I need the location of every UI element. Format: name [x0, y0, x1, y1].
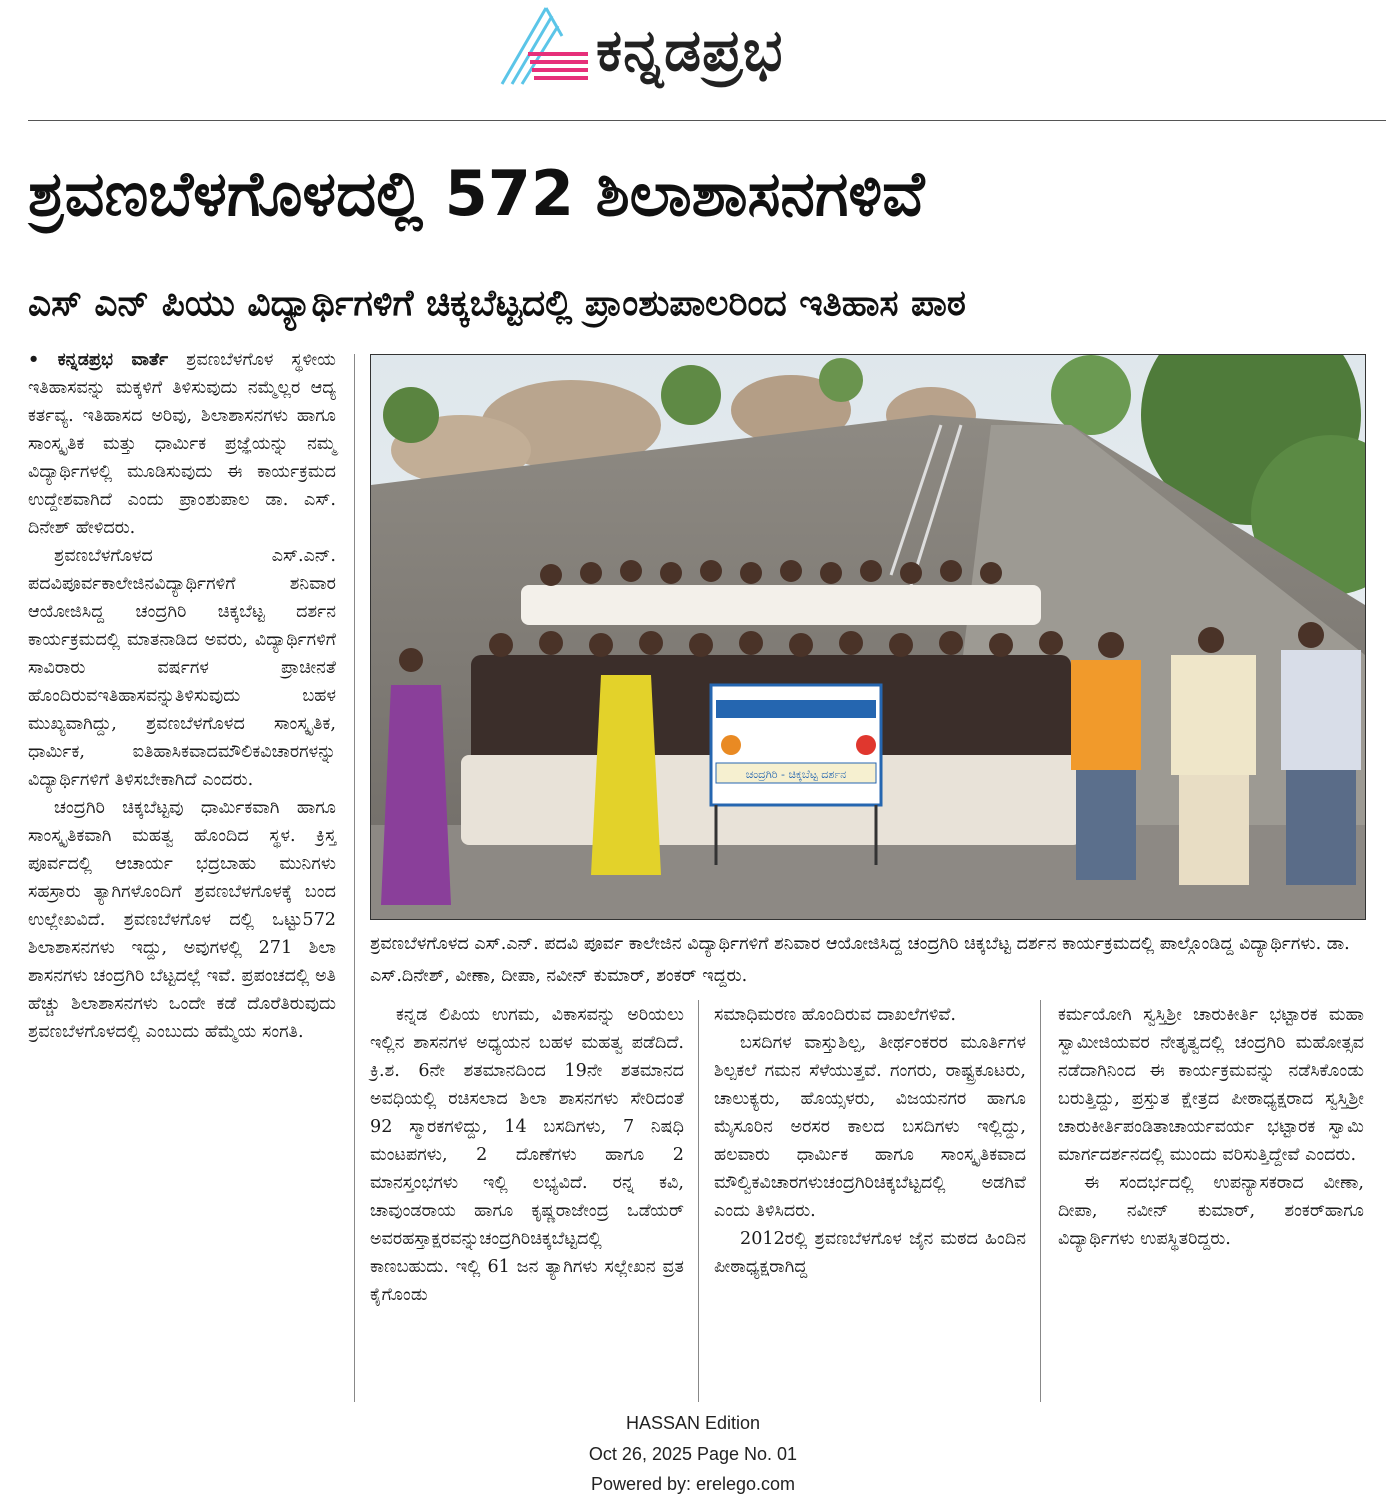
column-rule	[354, 354, 355, 1402]
col1-paragraph-1: ಶ್ರವಣಬೆಳಗೊಳ ಸ್ಥಳೀಯ ಇತಿಹಾಸವನ್ನು ಮಕ್ಕಳಿಗೆ ತಿಳಿಸುವುದು ನಮ್ಮೆಲ್ಲರ ಆದ್ಯ ಕರ್ತವ್ಯ. ಇತಿಹಾಸದ ಅರಿವು, ಶಿಲಾಶಾಸನಗಳು ಹಾಗೂ ಸಾಂಸ್ಕೃತಿಕ ಮತ್ತು ಧಾರ್ಮಿಕ ಪ್ರಜ್ಞೆಯನ್ನು ನಮ್ಮ ವಿದ್ಯಾರ್ಥಿಗಳಲ್ಲಿ ಮೂಡಿಸುವುದು ಈ ಕಾರ್ಯಕ್ರಮದ ಉದ್ದೇಶವಾಗಿದೆ ಎಂದು ಪ್ರಾಂಶುಪಾಲ ಡಾ. ಎಸ್. ದಿನೇಶ್ ಹೇಳಿದರು.	[28, 350, 337, 538]
article-subheadline: ಎಸ್ ಎನ್ ಪಿಯು ವಿದ್ಯಾರ್ಥಿಗಳಿಗೆ ಚಿಕ್ಕಬೆಟ್ಟದಲ್ಲಿ ಪ್ರಾಂಶುಪಾಲರಿಂದ ಇತಿಹಾಸ ಪಾಠ	[28, 283, 966, 324]
article-photo	[370, 354, 1366, 920]
article-column-3	[714, 1001, 1026, 1281]
col3-paragraph-1: ಸಮಾಧಿಮರಣ ಹೊಂದಿರುವ ದಾಖಲೆಗಳಿವೆ.	[714, 1005, 957, 1025]
col3-paragraph-2: ಬಸದಿಗಳ ವಾಸ್ತುಶಿಲ್ಪ, ತೀರ್ಥಂಕರರ ಮೂರ್ತಿಗಳ ಶಿಲ್ಪಕಲೆ ಗಮನ ಸೆಳೆಯುತ್ತವೆ. ಗಂಗರು, ರಾಷ್ಟ್ರಕೂಟರು, ಚಾಲುಕ್ಯರು, ಹೊಯ್ಸಳರು, ವಿಜಯನಗರ ಹಾಗೂ ಮೈಸೂರಿನ ಅರಸರ ಕಾಲದ ಬಸದಿಗಳು ಇಲ್ಲಿದ್ದು, ಹಲವಾರು ಧಾರ್ಮಿಕ ಹಾಗೂ ಸಾಂಸ್ಕೃತಿಕವಾದ ಮೌಲ್ವಿಕವಿಚಾರಗಳುಚಂದ್ರಗಿರಿಚಿಕ್ಕಬೆಟ್ಟದಲ್ಲಿ ಅಡಗಿವೆ ಎಂದು ತಿಳಿಸಿದರು.	[714, 1033, 1026, 1221]
col1-paragraph-3: ಚಂದ್ರಗಿರಿ ಚಿಕ್ಕಬೆಟ್ಟವು ಧಾರ್ಮಿಕವಾಗಿ ಹಾಗೂ ಸಾಂಸ್ಕೃತಿಕವಾಗಿ ಮಹತ್ವ ಹೊಂದಿದ ಸ್ಥಳ. ಕ್ರಿಸ್ತ ಪೂರ್ವದಲ್ಲಿ ಆಚಾರ್ಯ ಭದ್ರಬಾಹು ಮುನಿಗಳು ಸಹಸ್ರಾರು ತ್ಯಾಗಿಗಳೊಂದಿಗೆ ಶ್ರವಣಬೆಳಗೊಳಕ್ಕೆ ಬಂದ ಉಲ್ಲೇಖವಿದೆ. ಶ್ರವಣಬೆಳಗೊಳ ದಲ್ಲಿ ಒಟ್ಟು572 ಶಿಲಾಶಾಸನಗಳು ಇದ್ದು, ಅವುಗಳಲ್ಲಿ 271 ಶಿಲಾ ಶಾಸನಗಳು ಚಂದ್ರಗಿರಿ ಬೆಟ್ಟದಲ್ಲೆ ಇವೆ. ಪ್ರಪಂಚದಲ್ಲಿ ಅತಿ ಹೆಚ್ಚು ಶಿಲಾಶಾಸನಗಳು ಒಂದೇ ಕಡೆ ದೊರೆತಿರುವುದು ಶ್ರವಣಬೆಳಗೊಳದಲ್ಲಿ ಎಂಬುದು ಹೆಮ್ಮೆಯ ಸಂಗತಿ.	[28, 798, 336, 1042]
article-headline: ಶ್ರವಣಬೆಳಗೊಳದಲ್ಲಿ 572 ಶಿಲಾಶಾಸನಗಳಿವೆ	[28, 157, 925, 230]
footer-edition: HASSAN Edition	[625, 1413, 761, 1433]
photo-caption: ಶ್ರವಣಬೆಳಗೊಳದ ಎಸ್.ಎನ್. ಪದವಿ ಪೂರ್ವ ಕಾಲೇಜಿನ ವಿದ್ಯಾರ್ಥಿಗಳಿಗೆ ಶನಿವಾರ ಆಯೋಜಿಸಿದ್ದ ಚಂದ್ರಗಿರಿ ಚಿಕ್ಕಬೆಟ್ಟ ದರ್ಶನ ಕಾರ್ಯಕ್ರಮದಲ್ಲಿ ಪಾಲ್ಗೊಂಡಿದ್ದ ವಿದ್ಯಾರ್ಥಿಗಳು. ಡಾ. ಎಸ್.ದಿನೇಶ್, ವೀಣಾ, ದೀಪಾ, ನವೀನ್ ಕುಮಾರ್, ಶಂಕರ್ ಇದ್ದರು.	[370, 934, 1350, 986]
article-column-4	[1058, 1001, 1364, 1253]
photo-banner-text: ಚಂದ್ರಗಿರಿ - ಚಿಕ್ಕಬೆಟ್ಟ ದರ್ಶನ	[745, 768, 847, 781]
masthead	[0, 0, 1386, 120]
article-column-1	[28, 346, 336, 1046]
byline: ಕನ್ನಡಪ್ರಭ ವಾರ್ತೆ	[57, 350, 169, 370]
masthead-logo-name: ಕನ್ನಡಪ್ರಭ	[596, 16, 784, 84]
column-rule	[698, 1000, 699, 1402]
col4-paragraph-2: ಈ ಸಂದರ್ಭದಲ್ಲಿ ಉಪನ್ಯಾಸಕರಾದ ವೀಣಾ, ದೀಪಾ, ನವೀನ್ ಕುಮಾರ್, ಶಂಕರ್‌ಹಾಗೂ ವಿದ್ಯಾರ್ಥಿಗಳು ಉಪಸ್ಥಿತರಿದ್ದರು.	[1058, 1173, 1364, 1249]
masthead-divider	[28, 120, 1386, 121]
col1-paragraph-2: ಶ್ರವಣಬೆಳಗೊಳದ ಎಸ್.ಎನ್. ಪದವಿಪೂರ್ವಕಾಲೇಜಿನವಿದ್ಯಾರ್ಥಿಗಳಿಗೆ ಶನಿವಾರ ಆಯೋಜಿಸಿದ್ದ ಚಂದ್ರಗಿರಿ ಚಿಕ್ಕಬೆಟ್ಟ ದರ್ಶನ ಕಾರ್ಯಕ್ರಮದಲ್ಲಿ ಮಾತನಾಡಿದ ಅವರು, ವಿದ್ಯಾರ್ಥಿಗಳಿಗೆ ಸಾವಿರಾರು ವರ್ಷಗಳ ಪ್ರಾಚೀನತೆ ಹೊಂದಿರುವಇತಿಹಾಸವನ್ನುತಿಳಿಸುವುದು ಬಹಳ ಮುಖ್ಯವಾಗಿದ್ದು, ಶ್ರವಣಬೆಳಗೊಳದ ಸಾಂಸ್ಕೃತಿಕ, ಧಾರ್ಮಿಕ, ಐತಿಹಾಸಿಕವಾದಮೌಲಿಕವಿಚಾರಗಳನ್ನು ವಿದ್ಯಾರ್ಥಿಗಳಿಗೆ ತಿಳಿಸಬೇಕಾಗಿದೆ ಎಂದರು.	[28, 546, 336, 790]
kannada-prabha-triangle-logo-icon	[500, 6, 590, 86]
col2-paragraph-1: ಕನ್ನಡ ಲಿಪಿಯ ಉಗಮ, ವಿಕಾಸವನ್ನು ಅರಿಯಲು ಇಲ್ಲಿನ ಶಾಸನಗಳ ಅಧ್ಯಯನ ಬಹಳ ಮಹತ್ವ ಪಡೆದಿದೆ. ಕ್ರಿ.ಶ. 6ನೇ ಶತಮಾನದಿಂದ 19ನೇ ಶತಮಾನದ ಅವಧಿಯಲ್ಲಿ ರಚಿಸಲಾದ ಶಿಲಾ ಶಾಸನಗಳು ಸೇರಿದಂತೆ 92 ಸ್ಮಾರಕಗಳಿದ್ದು, 14 ಬಸದಿಗಳು, 7 ನಿಷಧಿ ಮಂಟಪಗಳು, 2 ದೊಣೆಗಳು ಹಾಗೂ 2 ಮಾನಸ್ತಂಭಗಳು ಇಲ್ಲಿ ಲಭ್ಯವಿದೆ. ರನ್ನ ಕವಿ, ಚಾವುಂಡರಾಯ ಹಾಗೂ ಕೃಷ್ಣರಾಜೇಂದ್ರ ಒಡೆಯರ್ ಅವರಹಸ್ತಾಕ್ಷರವನ್ನುಚಂದ್ರಗಿರಿಚಿಕ್ಕಬೆಟ್ಟದಲ್ಲಿ ಕಾಣಬಹುದು. ಇಲ್ಲಿ 61 ಜನ ತ್ಯಾಗಿಗಳು ಸಲ್ಲೇಖನ ವ್ರತ ಕೈಗೊಂಡು	[370, 1005, 684, 1305]
article-column-2	[370, 1001, 684, 1309]
bullet-icon: •	[28, 349, 58, 370]
group-photo-illustration	[371, 355, 1365, 919]
col4-paragraph-1: ಕರ್ಮಯೋಗಿ ಸ್ವಸ್ತಿಶ್ರೀ ಚಾರುಕೀರ್ತಿ ಭಟ್ಟಾರಕ ಮಹಾ ಸ್ವಾಮೀಜಿಯವರ ನೇತೃತ್ವದಲ್ಲಿ ಚಂದ್ರಗಿರಿ ಮಹೋತ್ಸವ ನಡೆದಾಗಿನಿಂದ ಈ ಕಾರ್ಯಕ್ರಮವನ್ನು ನಡೆಸಿಕೊಂಡು ಬರುತ್ತಿದ್ದು, ಪ್ರಸ್ತುತ ಕ್ಷೇತ್ರದ ಪೀಠಾಧ್ಯಕ್ಷರಾದ ಸ್ವಸ್ತಿಶ್ರೀ ಚಾರುಕೀರ್ತಿಪಂಡಿತಾಚಾರ್ಯವರ್ಯ ಭಟ್ಟಾರಕ ಸ್ವಾಮಿ ಮಾರ್ಗದರ್ಶನದಲ್ಲಿ ಮುಂದು ವರಿಸುತ್ತಿದ್ದೇವೆ ಎಂದರು.	[1058, 1005, 1364, 1165]
footer-powered-by[interactable]: Powered by: erelego.com	[590, 1474, 796, 1494]
column-rule	[1040, 1000, 1041, 1402]
col3-paragraph-3: 2012ರಲ್ಲಿ ಶ್ರವಣಬೆಳಗೊಳ ಜೈನ ಮಠದ ಹಿಂದಿನ ಪೀಠಾಧ್ಯಕ್ಷರಾಗಿದ್ದ	[714, 1229, 1026, 1277]
footer-date-page: Oct 26, 2025 Page No. 01	[588, 1444, 798, 1464]
